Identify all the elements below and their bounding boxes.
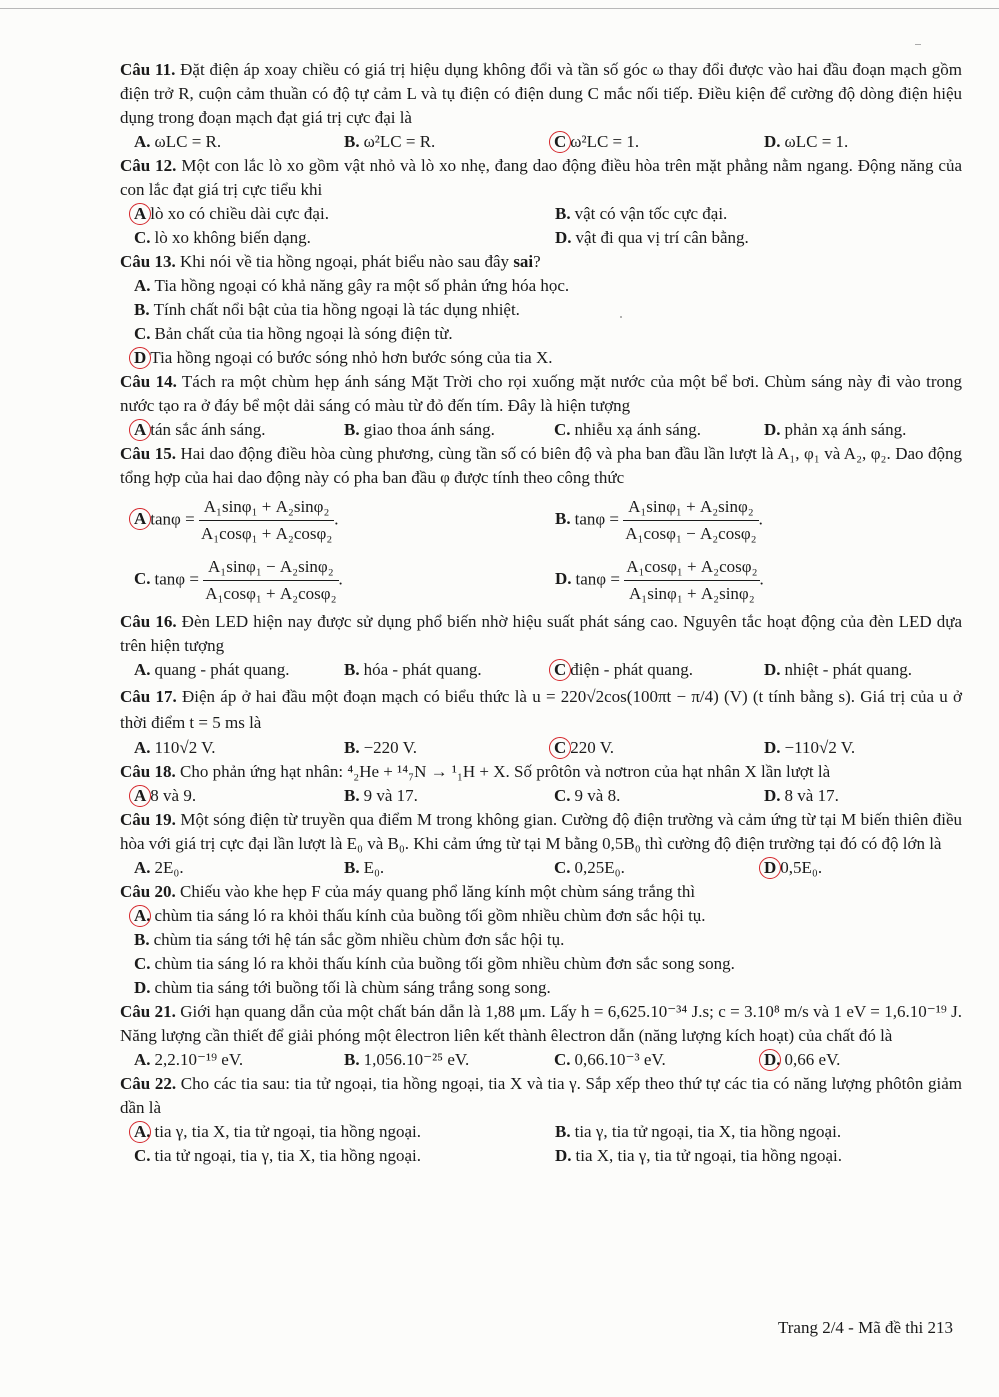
option-d[interactable]: D. ωLC = 1. [764, 132, 849, 151]
option-c[interactable]: C. 9 và 8. [554, 786, 621, 805]
question-number: Câu 19. [120, 810, 176, 829]
option-b[interactable]: B. Tính chất nổi bật của tia hồng ngoại là tác dụng nhiệt. [134, 300, 520, 319]
option-d[interactable]: D. chùm tia sáng tới buồng tối là chùm sáng trắng song song. [134, 978, 551, 997]
option-d[interactable]: D. 8 và 17. [764, 786, 839, 805]
option-b[interactable]: B. 9 và 17. [344, 786, 418, 805]
option-b[interactable]: B. hóa - phát quang. [344, 660, 482, 679]
question-number: Câu 21. [120, 1002, 176, 1021]
exam-page [120, 58, 962, 1168]
option-c[interactable]: C. lò xo không biến dạng. [134, 228, 311, 247]
option-a[interactable]: A. 110√2 V. [134, 738, 216, 757]
question-number: Câu 15. [120, 444, 176, 463]
question-13: Câu 13. Khi nói về tia hồng ngoại, phát biểu nào sau đây sai? A. Tia hồng ngoại có khả năng gây ra một số phản ứng hóa học. B. Tính chất nổi bật của tia hồng ngoại là tác dụng nhiệt. C. Bản chất của tia hồng ngoại là sóng điện từ. D Tia hồng ngoại có bước sóng nhỏ hơn bước sóng của tia X. [120, 250, 962, 370]
option-b[interactable]: B. 1,056.10⁻²⁵ eV. [344, 1050, 470, 1069]
question-text: Hai dao động điều hòa cùng phương, cùng tần số có biên độ và pha ban đầu lần lượt là A₁, φ₁ và A₂, φ₂. Dao động tổng hợp của hai dao động này có pha ban đầu φ được tính theo công thức [120, 444, 962, 487]
option-c[interactable]: C. chùm tia sáng ló ra khỏi thấu kính của buồng tối gồm nhiều chùm đơn sắc song song. [134, 954, 735, 973]
question-21 [120, 1000, 962, 1072]
question-text: Điện áp ở hai đầu một đoạn mạch có biểu thức là u = 220√2cos(100πt − π/4) (V) (t tính bằng s). Giá trị của u ở thời điểm t = 5 ms là [120, 687, 962, 732]
question-20 [120, 880, 962, 1000]
option-d[interactable]: D. vật đi qua vị trí cân bằng. [555, 228, 749, 247]
option-a-selected[interactable]: A lò xo có chiều dài cực đại. [120, 202, 541, 226]
option-c-selected[interactable]: C 220 V. [540, 736, 750, 760]
question-text: Đèn LED hiện nay được sử dụng phổ biến nhờ hiệu suất phát sáng cao. Nguyên tắc hoạt động của đèn LED dựa trên hiện tượng [120, 612, 962, 655]
option-c[interactable]: C. Bản chất của tia hồng ngoại là sóng điện từ. [134, 324, 453, 343]
option-c[interactable]: C. tia tử ngoại, tia γ, tia X, tia hồng ngoại. [134, 1146, 422, 1165]
question-number: Câu 11. [120, 60, 176, 79]
question-number: Câu 13. [120, 252, 176, 271]
answer-circle: C [554, 658, 566, 682]
option-a[interactable]: A. 2E₀. [134, 858, 184, 877]
option-b[interactable]: B. E₀. [344, 858, 385, 877]
question-15 [120, 442, 962, 610]
option-b[interactable]: B. tanφ = $\frac{\text{A₁sinφ₁ + A₂sinφ₂}}{\text{A₁cosφ₁ − A₂cosφ₂}}$ . [541, 494, 962, 547]
option-d-selected[interactable]: D. 0,66 eV. [750, 1048, 960, 1072]
answer-circle: D. [764, 1048, 781, 1072]
question-11 [120, 58, 962, 154]
option-d[interactable]: D. tia X, tia γ, tia tử ngoại, tia hồng ngoại. [555, 1146, 843, 1165]
option-a[interactable]: A. ωLC = R. [134, 132, 222, 151]
option-a[interactable]: A. 2,2.10⁻¹⁹ eV. [134, 1050, 244, 1069]
answer-circle: A [134, 202, 146, 226]
answer-circle: D [134, 346, 146, 370]
question-19 [120, 808, 962, 880]
question-text: Một sóng điện từ truyền qua điểm M trong không gian. Cường độ điện trường và cảm ứng từ tại M biến thiên điều hòa với giá trị cực đại lần lượt là E₀ và B₀. Khi cảm ứng từ tại M bằng 0,5B₀ thì cường độ điện trường tại đó có độ lớn là [120, 810, 963, 853]
formula-fraction: $\frac{\text{A₁cosφ₁ + A₂cosφ₂}}{\text{A₁sinφ₁ + A₂sinφ₂}}$ [624, 554, 759, 607]
question-text: Giới hạn quang dẫn của một chất bán dẫn là 1,88 μm. Lấy h = 6,625.10⁻³⁴ J.s; c = 3.10⁸ m/s và 1 eV = 1,6.10⁻¹⁹ J. Năng lượng cần thiết để giải phóng một êlectron liên kết thành êlectron dẫn (năng lượng kích hoạt) của chất đó là [120, 1002, 963, 1045]
question-17 [120, 684, 962, 760]
option-d[interactable]: D. phản xạ ánh sáng. [764, 420, 907, 439]
answer-circle: A. [134, 1120, 151, 1144]
option-b[interactable]: B. tia γ, tia tử ngoại, tia X, tia hồng ngoại. [555, 1122, 842, 1141]
answer-circle: A [134, 784, 146, 808]
question-text: Đặt điện áp xoay chiều có giá trị hiệu dụng không đổi và tần số góc ω thay đổi được vào hai đầu đoạn mạch gồm điện trở R, cuộn cảm thuần có độ tự cảm L và tụ điện có điện dung C mắc nối tiếp. Điều kiện để cường độ dòng điện hiệu dụng trong đoạn mạch đạt giá trị cực đại là [120, 60, 962, 127]
option-b[interactable]: B. ω²LC = R. [344, 132, 436, 151]
question-number: Câu 22. [120, 1074, 177, 1093]
answer-circle: C [554, 736, 566, 760]
option-c[interactable]: C. nhiễu xạ ánh sáng. [554, 420, 702, 439]
top-rule [0, 8, 999, 9]
formula-fraction: $\frac{\text{A₁sinφ₁ − A₂sinφ₂}}{\text{A₁cosφ₁ + A₂cosφ₂}}$ [203, 554, 338, 607]
option-b[interactable]: B. chùm tia sáng tới hệ tán sắc gồm nhiều chùm đơn sắc hội tụ. [134, 930, 565, 949]
page-footer: Trang 2/4 - Mã đề thi 213 [777, 1318, 953, 1337]
option-c[interactable]: C. 0,25E₀. [554, 858, 625, 877]
question-number: Câu 17. [120, 687, 177, 706]
question-number: Câu 20. [120, 882, 176, 901]
option-d[interactable]: D. −110√2 V. [764, 738, 856, 757]
scan-mark [915, 44, 921, 45]
question-12 [120, 154, 962, 250]
question-number: Câu 14. [120, 372, 177, 391]
question-text: Cho phản ứng hạt nhân: ⁴₂He + ¹⁴₇N → ¹₁H + X. Số prôtôn và nơtron của hạt nhân X lần lượt là [179, 762, 831, 781]
answer-circle: C [554, 130, 566, 154]
question-number: Câu 16. [120, 612, 177, 631]
answer-circle: A [134, 418, 146, 442]
answer-circle: A. [134, 904, 151, 928]
question-text: Tách ra một chùm hẹp ánh sáng Mặt Trời cho rọi xuống mặt nước của một bể bơi. Chùm sáng này đi vào trong nước tạo ra ở đáy bể một dải sáng có màu từ đỏ đến tím. Đây là hiện tượng [120, 372, 962, 415]
option-d-selected[interactable]: D 0,5E₀. [750, 856, 960, 880]
option-b[interactable]: B. −220 V. [344, 738, 417, 757]
option-c[interactable]: C. tanφ = $\frac{\text{A₁sinφ₁ − A₂sinφ₂}}{\text{A₁cosφ₁ + A₂cosφ₂}}$ . [120, 554, 541, 607]
question-number: Câu 12. [120, 156, 177, 175]
formula-fraction: $\frac{\text{A₁sinφ₁ + A₂sinφ₂}}{\text{A₁cosφ₁ − A₂cosφ₂}}$ [623, 494, 758, 547]
option-a-selected[interactable]: A. chùm tia sáng ló ra khỏi thấu kính của buồng tối gồm nhiều chùm đơn sắc hội tụ. [120, 904, 962, 928]
option-b[interactable]: B. vật có vận tốc cực đại. [555, 204, 728, 223]
option-c-selected[interactable]: C điện - phát quang. [540, 658, 750, 682]
option-d-selected[interactable]: D Tia hồng ngoại có bước sóng nhỏ hơn bước sóng của tia X. [120, 346, 962, 370]
option-a[interactable]: A. quang - phát quang. [134, 660, 290, 679]
option-a-selected[interactable]: A tán sắc ánh sáng. [120, 418, 330, 442]
question-16 [120, 610, 962, 682]
option-a-selected[interactable]: A. tia γ, tia X, tia tử ngoại, tia hồng ngoại. [120, 1120, 541, 1144]
question-text: Chiếu vào khe hẹp F của máy quang phổ lăng kính một chùm sáng trắng thì [179, 882, 696, 901]
formula-fraction: $\frac{\text{A₁sinφ₁ + A₂sinφ₂}}{\text{A₁cosφ₁ + A₂cosφ₂}}$ [199, 494, 334, 547]
question-number: Câu 18. [120, 762, 176, 781]
question-18 [120, 760, 962, 808]
option-a-selected[interactable]: A 8 và 9. [120, 784, 330, 808]
option-d[interactable]: D. tanφ = $\frac{\text{A₁cosφ₁ + A₂cosφ₂}}{\text{A₁sinφ₁ + A₂sinφ₂}}$ . [541, 554, 962, 607]
emphasis-word: sai [513, 252, 534, 271]
answer-circle: A [134, 507, 146, 531]
option-a-selected[interactable]: A tanφ = $\frac{\text{A₁sinφ₁ + A₂sinφ₂}}{\text{A₁cosφ₁ + A₂cosφ₂}}$ . [120, 494, 541, 547]
question-text: Cho các tia sau: tia tử ngoại, tia hồng ngoại, tia X và tia γ. Sắp xếp theo thứ tự các tia có năng lượng phôtôn giảm dần là [120, 1074, 962, 1117]
option-b[interactable]: B. giao thoa ánh sáng. [344, 420, 495, 439]
option-a[interactable]: A. Tia hồng ngoại có khả năng gây ra một số phản ứng hóa học. [134, 276, 570, 295]
option-c[interactable]: C. 0,66.10⁻³ eV. [554, 1050, 666, 1069]
question-22 [120, 1072, 962, 1168]
question-14 [120, 370, 962, 442]
answer-circle: D [764, 856, 776, 880]
question-text: Một con lắc lò xo gồm vật nhỏ và lò xo nhẹ, đang dao động điều hòa trên mặt phẳng nằm ngang. Động năng của con lắc đạt giá trị cực tiểu khi [120, 156, 963, 199]
option-d[interactable]: D. nhiệt - phát quang. [764, 660, 912, 679]
option-c-selected[interactable]: C ω²LC = 1. [540, 130, 750, 154]
